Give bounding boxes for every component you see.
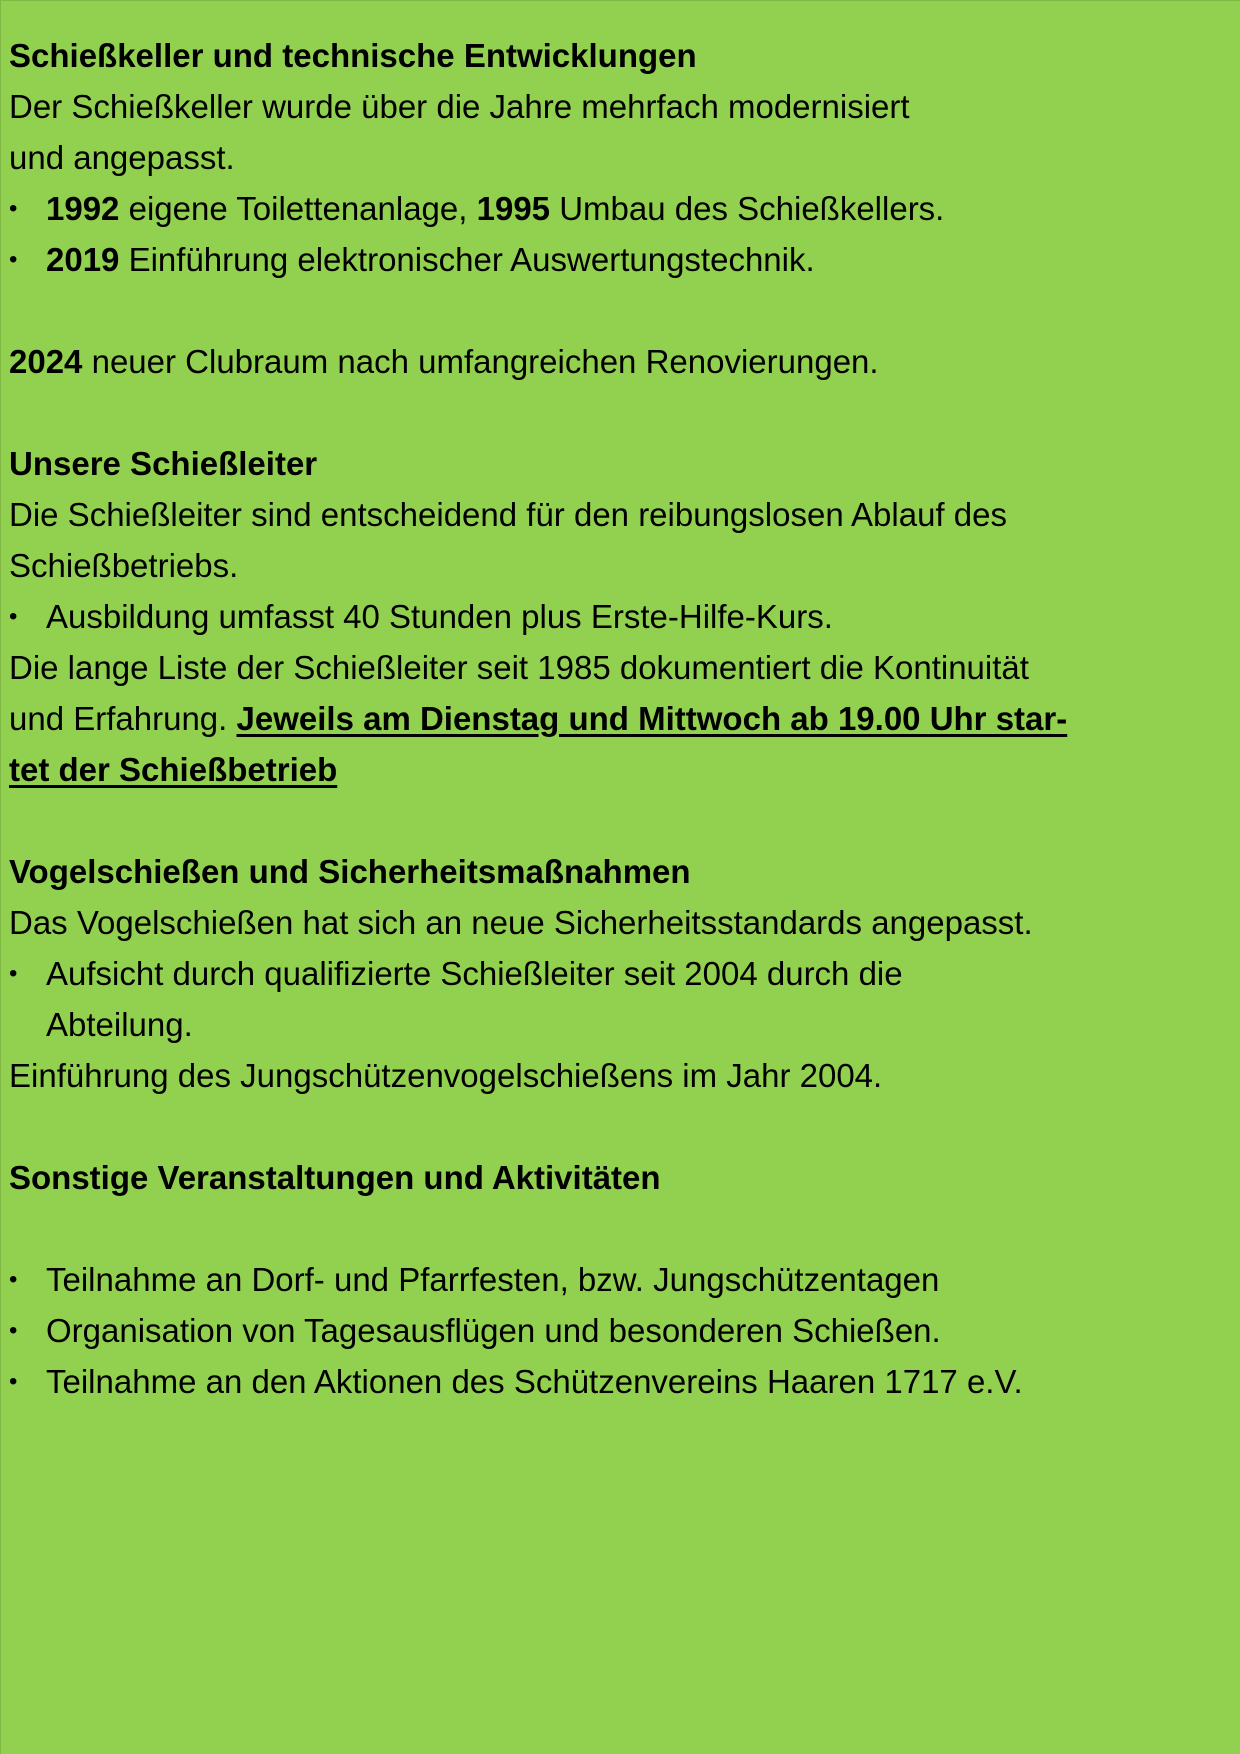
list-item-text: Abteilung.	[46, 1006, 193, 1043]
list-item-text: Teilnahme an den Aktionen des Schützenvereins Haaren 1717 e.V.	[46, 1363, 1023, 1400]
section1-note	[9, 336, 1235, 387]
section3-intro: Das Vogelschießen hat sich an neue Sicherheitsstandards angepasst.	[9, 904, 1033, 941]
bullet-icon: •	[9, 1368, 18, 1395]
list-item	[9, 183, 1235, 234]
year-label: 2024	[9, 343, 83, 380]
list-item-continuation	[9, 999, 1235, 1050]
list-item	[9, 1305, 1235, 1356]
spacer	[9, 795, 1235, 846]
list-item	[9, 1254, 1235, 1305]
bullet-icon: •	[9, 603, 18, 630]
list-item	[9, 591, 1235, 642]
document-body	[9, 30, 1235, 1407]
list-item-text: Organisation von Tagesausflügen und besonderen Schießen.	[46, 1312, 941, 1349]
list-item-text: Aufsicht durch qualifizierte Schießleiter seit 2004 durch die	[46, 955, 903, 992]
list-item	[9, 1356, 1235, 1407]
para-text: und Erfahrung.	[9, 700, 237, 737]
bullet-icon: •	[9, 960, 18, 987]
list-item-text: eigene Toilettenanlage,	[119, 190, 477, 227]
spacer	[9, 387, 1235, 438]
bullet-icon: •	[9, 246, 18, 273]
section-heading-vogelschiessen: Vogelschießen und Sicherheitsmaßnahmen	[9, 853, 691, 890]
list-item-text: Umbau des Schießkellers.	[550, 190, 945, 227]
section-heading-schiessleiter: Unsere Schießleiter	[9, 445, 318, 482]
section1-intro-line1: Der Schießkeller wurde über die Jahre mehrfach modernisiert	[9, 88, 910, 125]
year-label: 2019	[46, 241, 120, 278]
section2-para-line1: Die lange Liste der Schießleiter seit 1985 dokumentiert die Kontinuität	[9, 649, 1029, 686]
list-item-text: Teilnahme an Dorf- und Pfarrfesten, bzw. Jungschützentagen	[46, 1261, 940, 1298]
spacer	[9, 285, 1235, 336]
section-heading-schiesskeller: Schießkeller und technische Entwicklungen	[9, 37, 697, 74]
schedule-highlight: tet der Schießbetrieb	[9, 751, 338, 788]
section2-intro-line1: Die Schießleiter sind entscheidend für den reibungslosen Ablauf des	[9, 496, 1007, 533]
list-item	[9, 948, 1235, 999]
list-item	[9, 234, 1235, 285]
section3-outro: Einführung des Jungschützenvogelschießens im Jahr 2004.	[9, 1057, 883, 1094]
list-item-text: Ausbildung umfasst 40 Stunden plus Erste-Hilfe-Kurs.	[46, 598, 833, 635]
year-label: 1992	[46, 190, 120, 227]
spacer	[9, 1203, 1235, 1254]
bullet-icon: •	[9, 1317, 18, 1344]
section2-para-line2	[9, 693, 1235, 744]
bullet-icon: •	[9, 1266, 18, 1293]
spacer	[9, 1101, 1235, 1152]
section-heading-veranstaltungen: Sonstige Veranstaltungen und Aktivitäten	[9, 1159, 661, 1196]
section1-intro-line2: und angepasst.	[9, 139, 235, 176]
bullet-icon: •	[9, 195, 18, 222]
schedule-highlight: Jeweils am Dienstag und Mittwoch ab 19.00 Uhr star-	[236, 700, 1068, 737]
list-item-text: Einführung elektronischer Auswertungstechnik.	[119, 241, 815, 278]
section2-para-line3	[9, 744, 1235, 795]
note-text: neuer Clubraum nach umfangreichen Renovierungen.	[82, 343, 879, 380]
year-label: 1995	[476, 190, 551, 227]
section2-intro-line2: Schießbetriebs.	[9, 547, 239, 584]
